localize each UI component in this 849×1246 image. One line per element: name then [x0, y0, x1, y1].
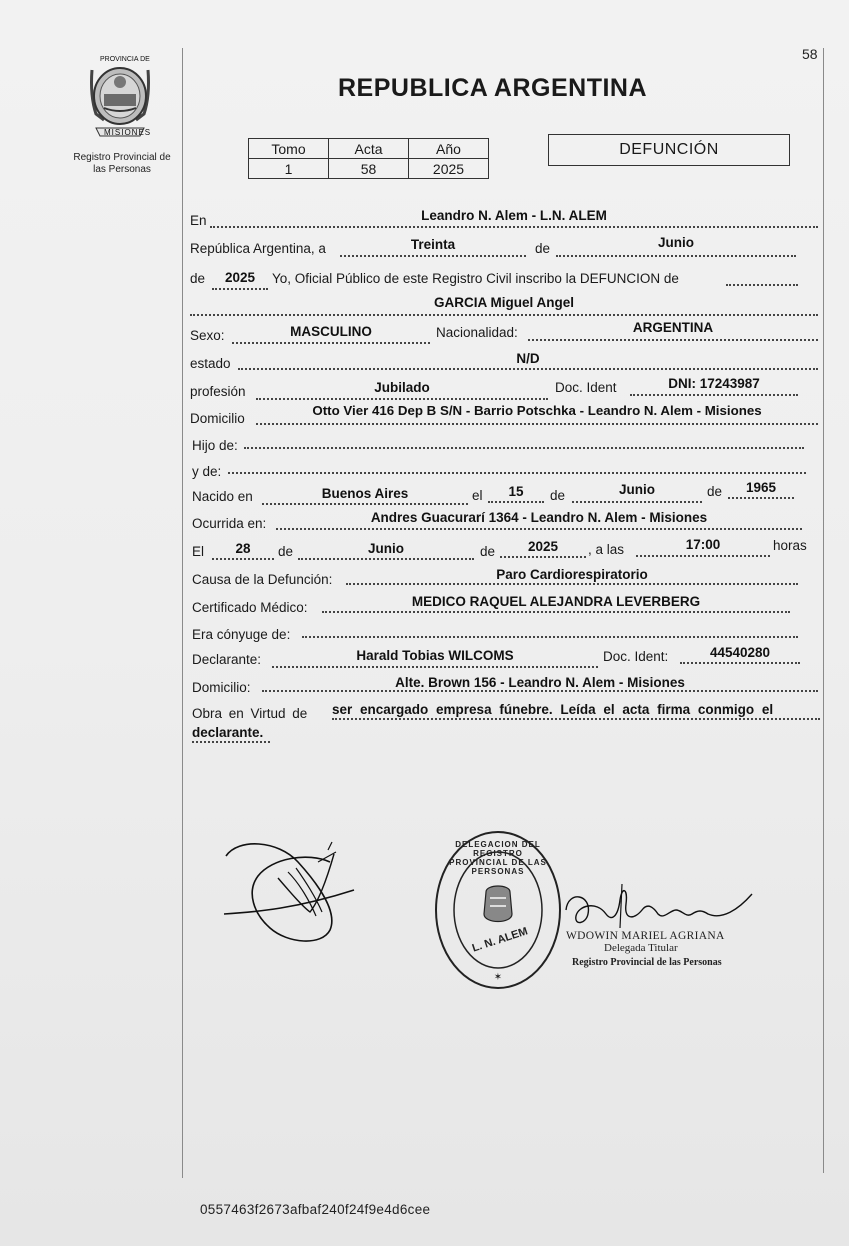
death-day-value: 28: [235, 541, 251, 556]
provincial-logo: [82, 56, 158, 140]
yde-dots: [228, 472, 806, 474]
conyuge-label: Era cónyuge de:: [192, 627, 291, 642]
domicilio-label: Domicilio: [190, 411, 245, 426]
de-label-5: de: [278, 544, 294, 559]
birth-day-dots: [488, 501, 544, 503]
birth-year-value: 1965: [745, 480, 777, 495]
logo-text-bottom: MISIONES: [104, 128, 152, 137]
obra-value-line-2: declarante.: [192, 725, 264, 740]
official-office: Registro Provincial de las Personas: [572, 957, 722, 968]
death-month-dots: [298, 558, 474, 560]
registry-caption: [62, 152, 182, 176]
horas-label: horas: [773, 538, 807, 553]
obra-dots: [332, 718, 820, 720]
obra-label: Obra en Virtud de: [192, 706, 308, 721]
logo-text-top: PROVINCIA DE: [100, 56, 150, 63]
en-dots: [210, 226, 818, 228]
register-table: [248, 138, 489, 179]
header-tomo: Tomo: [249, 139, 329, 159]
domicilio2-label: Domicilio:: [192, 680, 251, 695]
page-number: 58: [802, 46, 818, 62]
ocurrida-dots: [276, 528, 802, 530]
value-anio: 2025: [409, 159, 489, 179]
right-margin-line: [823, 48, 824, 1173]
de-label-1: de: [535, 241, 551, 256]
death-month-value: Junio: [368, 541, 404, 556]
record-type-box: DEFUNCIÓN: [548, 134, 790, 166]
value-acta: 58: [329, 159, 409, 179]
nacionalidad-value: ARGENTINA: [632, 320, 714, 335]
nacido-value: Buenos Aires: [321, 486, 409, 501]
el-label: el: [472, 488, 483, 503]
svg-text:✶: ✶: [493, 972, 503, 983]
register-table-header: [249, 139, 489, 159]
conyuge-dots: [302, 636, 798, 638]
nacionalidad-label: Nacionalidad:: [436, 325, 518, 340]
seal-outer-text: DELEGACION DEL REGISTRO PROVINCIAL DE LAS PERSONAS: [449, 840, 547, 876]
domicilio2-dots: [262, 690, 818, 692]
en-value: Leandro N. Alem - L.N. ALEM: [421, 208, 607, 223]
death-time-dots: [636, 555, 770, 557]
estado-label: estado: [190, 356, 231, 371]
value-tomo: 1: [249, 159, 329, 179]
en-label: En: [190, 213, 207, 228]
nacido-dots: [262, 503, 468, 505]
seal-inner-text: L. N. ALEM: [470, 925, 530, 955]
death-year-value: 2025: [527, 539, 559, 554]
el-label-2: El: [192, 544, 205, 559]
birth-day-value: 15: [508, 484, 524, 499]
document-title: REPUBLICA ARGENTINA: [338, 74, 648, 102]
hijo-label: Hijo de:: [192, 438, 238, 453]
official-name: WDOWIN MARIEL AGRIANA: [566, 930, 725, 942]
doc2-label: Doc. Ident:: [603, 649, 669, 664]
birth-month-value: Junio: [619, 482, 655, 497]
hijo-dots: [244, 447, 804, 449]
yo-text: Yo, Oficial Público de este Registro Civil inscribo la DEFUNCION de: [272, 271, 679, 286]
profesion-label: profesión: [190, 384, 246, 399]
year-dots: [212, 288, 268, 290]
document-hash: 0557463f2673afbaf240f24f9e4d6cee: [200, 1202, 431, 1217]
obra-value: ser encargado empresa fúnebre. Leída el acta firma conmigo el: [332, 702, 774, 717]
day-word-value: Treinta: [410, 237, 456, 252]
header-acta: Acta: [329, 139, 409, 159]
nacido-label: Nacido en: [192, 489, 253, 504]
register-table-values: [249, 159, 489, 179]
nacionalidad-dots: [528, 339, 818, 341]
month-value: Junio: [658, 235, 694, 250]
certificado-label: Certificado Médico:: [192, 600, 308, 615]
month-dots: [556, 255, 796, 257]
de-label-2: de: [190, 271, 206, 286]
sexo-dots: [232, 342, 430, 344]
doc-value: DNI: 17243987: [668, 376, 760, 391]
deceased-name: GARCIA Miguel Angel: [434, 295, 574, 310]
ocurrida-label: Ocurrida en:: [192, 516, 267, 531]
doc2-value: 44540280: [709, 645, 771, 660]
de-label-6: de: [480, 544, 496, 559]
doc2-dots: [680, 662, 800, 664]
estado-value: N/D: [516, 351, 540, 366]
sexo-label: Sexo:: [190, 328, 225, 343]
de-label-4: de: [707, 484, 723, 499]
profesion-value: Jubilado: [374, 380, 430, 395]
profesion-dots: [256, 398, 548, 400]
header-anio: Año: [409, 139, 489, 159]
sexo-value: MASCULINO: [290, 324, 372, 339]
birth-year-dots: [728, 497, 794, 499]
domicilio-value: Otto Vier 416 Dep B S/N - Barrio Potschka - Leandro N. Alem - Misiones: [312, 403, 762, 418]
doc-label: Doc. Ident: [555, 380, 617, 395]
yde-label: y de:: [192, 464, 222, 479]
day-dots: [340, 255, 526, 257]
domicilio2-value: Alte. Brown 156 - Leandro N. Alem - Misiones: [395, 675, 685, 690]
causa-label: Causa de la Defunción:: [192, 572, 333, 587]
birth-month-dots: [572, 501, 702, 503]
certificado-value: MEDICO RAQUEL ALEJANDRA LEVERBERG: [411, 594, 701, 609]
alas-label: , a las: [588, 542, 625, 557]
de-label-3: de: [550, 488, 566, 503]
death-time-value: 17:00: [685, 537, 721, 552]
ocurrida-value: Andres Guacurarí 1364 - Leandro N. Alem - Misiones: [370, 510, 708, 525]
name-dots: [190, 314, 818, 316]
yo-dots: [726, 284, 798, 286]
death-year-dots: [500, 556, 586, 558]
death-day-dots: [212, 558, 274, 560]
registry-caption-line-1: Registro Provincial de: [73, 152, 171, 163]
estado-dots: [238, 368, 818, 370]
obra-dots-2: [192, 741, 270, 743]
certificado-dots: [322, 611, 790, 613]
declarante-dots: [272, 666, 598, 668]
doc-dots: [630, 394, 798, 396]
registry-caption-line-2: las Personas: [93, 164, 151, 175]
year-value: 2025: [224, 270, 256, 285]
declarant-signature: [218, 832, 368, 950]
causa-value: Paro Cardiorespiratorio: [496, 567, 648, 582]
left-margin-line: [182, 48, 183, 1178]
declarante-label: Declarante:: [192, 652, 262, 667]
declarante-value: Harald Tobias WILCOMS: [356, 648, 514, 663]
domicilio-dots: [256, 423, 818, 425]
republica-label: República Argentina, a: [190, 241, 326, 256]
causa-dots: [346, 583, 798, 585]
official-role: Delegada Titular: [604, 942, 678, 954]
